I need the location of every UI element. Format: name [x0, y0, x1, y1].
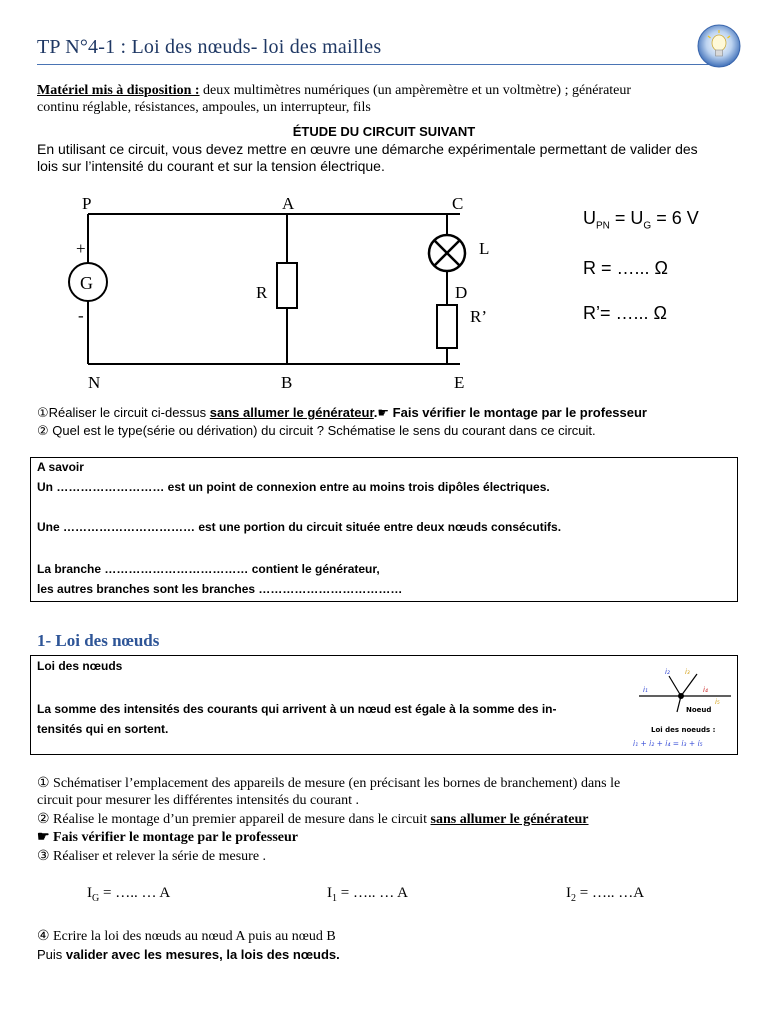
- equation-r: R = …... Ω: [583, 258, 668, 278]
- step-1: [37, 775, 757, 809]
- etude-line-2: lois sur l’intensité du courant et sur la tension électrique.: [37, 158, 385, 174]
- diagram-i2: i₂: [665, 668, 670, 676]
- step-1-line-a: ① Schématiser l’emplacement des appareils de mesure (en précisant les bornes de branchement) dans le: [37, 776, 621, 791]
- eq-u-symbol: U: [583, 208, 596, 228]
- loi-box-line-2: tensités qui en sortent.: [37, 722, 169, 736]
- materiel-label: Matériel mis à disposition :: [37, 83, 200, 98]
- q1-number: ①: [37, 405, 49, 420]
- generator-label-g: G: [80, 273, 93, 293]
- eq-sub-g: G: [643, 220, 652, 232]
- lightbulb-logo-icon: [697, 24, 741, 68]
- step-2-verify: ☛ Fais vérifier le montage par le professeur: [37, 830, 298, 845]
- step-2-text-b: sans allumer le générateur: [430, 812, 589, 827]
- step-4: ④ Ecrire la loi des nœuds au nœud A puis au nœud B: [37, 929, 336, 944]
- a-savoir-title: A savoir: [37, 460, 84, 474]
- diagram-caption: Loi des noeuds :: [651, 726, 716, 734]
- materiel-text-2: continu réglable, résistances, ampoules, un interrupteur, fils: [37, 100, 371, 115]
- materiel-paragraph: [37, 82, 737, 116]
- i2-value: = ….. …A: [576, 885, 645, 901]
- etude-heading: ÉTUDE DU CIRCUIT SUIVANT: [292, 124, 476, 139]
- node-label-b: B: [281, 373, 293, 392]
- q1-text-b: sans allumer le générateur: [209, 405, 374, 420]
- materiel-text-1: deux multimètres numériques (un ampèremètre et un voltmètre) ; générateur: [199, 83, 632, 98]
- q1-text-a: Réaliser le circuit ci-dessus: [48, 405, 210, 420]
- diagram-i4: i₄: [703, 686, 708, 694]
- step-3: ③ Réaliser et relever la série de mesure .: [37, 849, 267, 864]
- loi-box-line-1: La somme des intensités des courants qui arrivent à un nœud est égale à la somme des in-: [37, 702, 557, 716]
- diagram-i3: i₃: [685, 668, 690, 676]
- generator-minus: -: [78, 306, 84, 325]
- node-label-c: C: [452, 194, 464, 213]
- ig-symbol: I: [87, 885, 92, 901]
- measure-i2: [566, 885, 644, 904]
- diagram-i5: i₅: [715, 698, 720, 706]
- step-2: [37, 811, 757, 828]
- node-label-e: E: [454, 373, 465, 392]
- a-savoir-line-1: Un ……………………… est un point de connexion entre au moins trois dipôles électriques.: [37, 480, 550, 494]
- node-label-a: A: [282, 194, 295, 213]
- loi-box-text: [37, 699, 627, 739]
- eq-mid: = U: [609, 208, 644, 228]
- loi-box-title: Loi des nœuds: [37, 659, 123, 673]
- step-2-text-a: ② Réalise le montage d’un premier appareil de mesure dans le circuit: [37, 812, 431, 827]
- equation-upn: [583, 208, 699, 232]
- i1-symbol: I: [327, 885, 332, 901]
- diagram-node-label: Noeud: [686, 706, 712, 714]
- page-title: TP N°4-1 : Loi des nœuds- loi des mailles: [37, 36, 382, 58]
- a-savoir-line-3: La branche ……………………………… contient le générateur,: [37, 562, 380, 576]
- diagram-formula: i₁ + i₂ + i₄ = i₃ + i₅: [633, 739, 703, 748]
- ig-sub: G: [92, 893, 100, 904]
- diagram-i1: i₁: [643, 686, 648, 694]
- i1-sub: 1: [332, 893, 337, 904]
- node-label-p: P: [82, 194, 92, 213]
- instruction-2: ② Quel est le type(série ou dérivation) du circuit ? Schématise le sens du courant dans ce circuit.: [37, 423, 596, 438]
- q1-text-c: .☛ Fais vérifier le montage par le professeur: [373, 405, 647, 420]
- etude-line-1: En utilisant ce circuit, vous devez mettre en œuvre une démarche expérimentale permettant de valider des: [37, 141, 698, 157]
- measure-ig: [87, 885, 170, 904]
- resistor-rprime-symbol: [437, 305, 457, 348]
- node-law-diagram: [631, 662, 735, 752]
- step-5-text-b: valider avec les mesures, la lois des nœuds.: [65, 947, 340, 962]
- etude-paragraph: [37, 141, 757, 175]
- eq-sub-pn: PN: [596, 220, 610, 232]
- eq-end: = 6 V: [651, 208, 699, 228]
- i2-sub: 2: [571, 893, 576, 904]
- lamp-label-l: L: [479, 239, 490, 258]
- node-label-n: N: [88, 373, 101, 392]
- a-savoir-box: [30, 457, 738, 602]
- resistor-label-rprime: R’: [470, 307, 487, 326]
- loi-des-noeuds-box: [30, 655, 738, 755]
- instruction-1: [37, 404, 762, 421]
- resistor-label-r: R: [256, 283, 268, 302]
- step-1-line-b: circuit pour mesurer les différentes intensités du courant .: [37, 793, 360, 808]
- i1-value: = ….. … A: [337, 885, 408, 901]
- equation-rprime: R’= …... Ω: [583, 303, 667, 323]
- resistor-r-symbol: [277, 263, 297, 308]
- step-5-text-a: Puis: [37, 947, 66, 962]
- measure-i1: [327, 885, 408, 904]
- generator-plus: +: [76, 239, 86, 258]
- title-rule: [37, 64, 730, 65]
- a-savoir-line-2: Une …………………………… est une portion du circuit située entre deux nœuds consécutifs.: [37, 520, 562, 534]
- i2-symbol: I: [566, 885, 571, 901]
- node-label-d: D: [455, 283, 468, 302]
- a-savoir-line-4: les autres branches sont les branches ………………………………: [37, 582, 403, 596]
- step-5: [37, 946, 340, 963]
- ig-value: = ….. … A: [99, 885, 171, 901]
- section-1-title: 1- Loi des nœuds: [37, 631, 160, 650]
